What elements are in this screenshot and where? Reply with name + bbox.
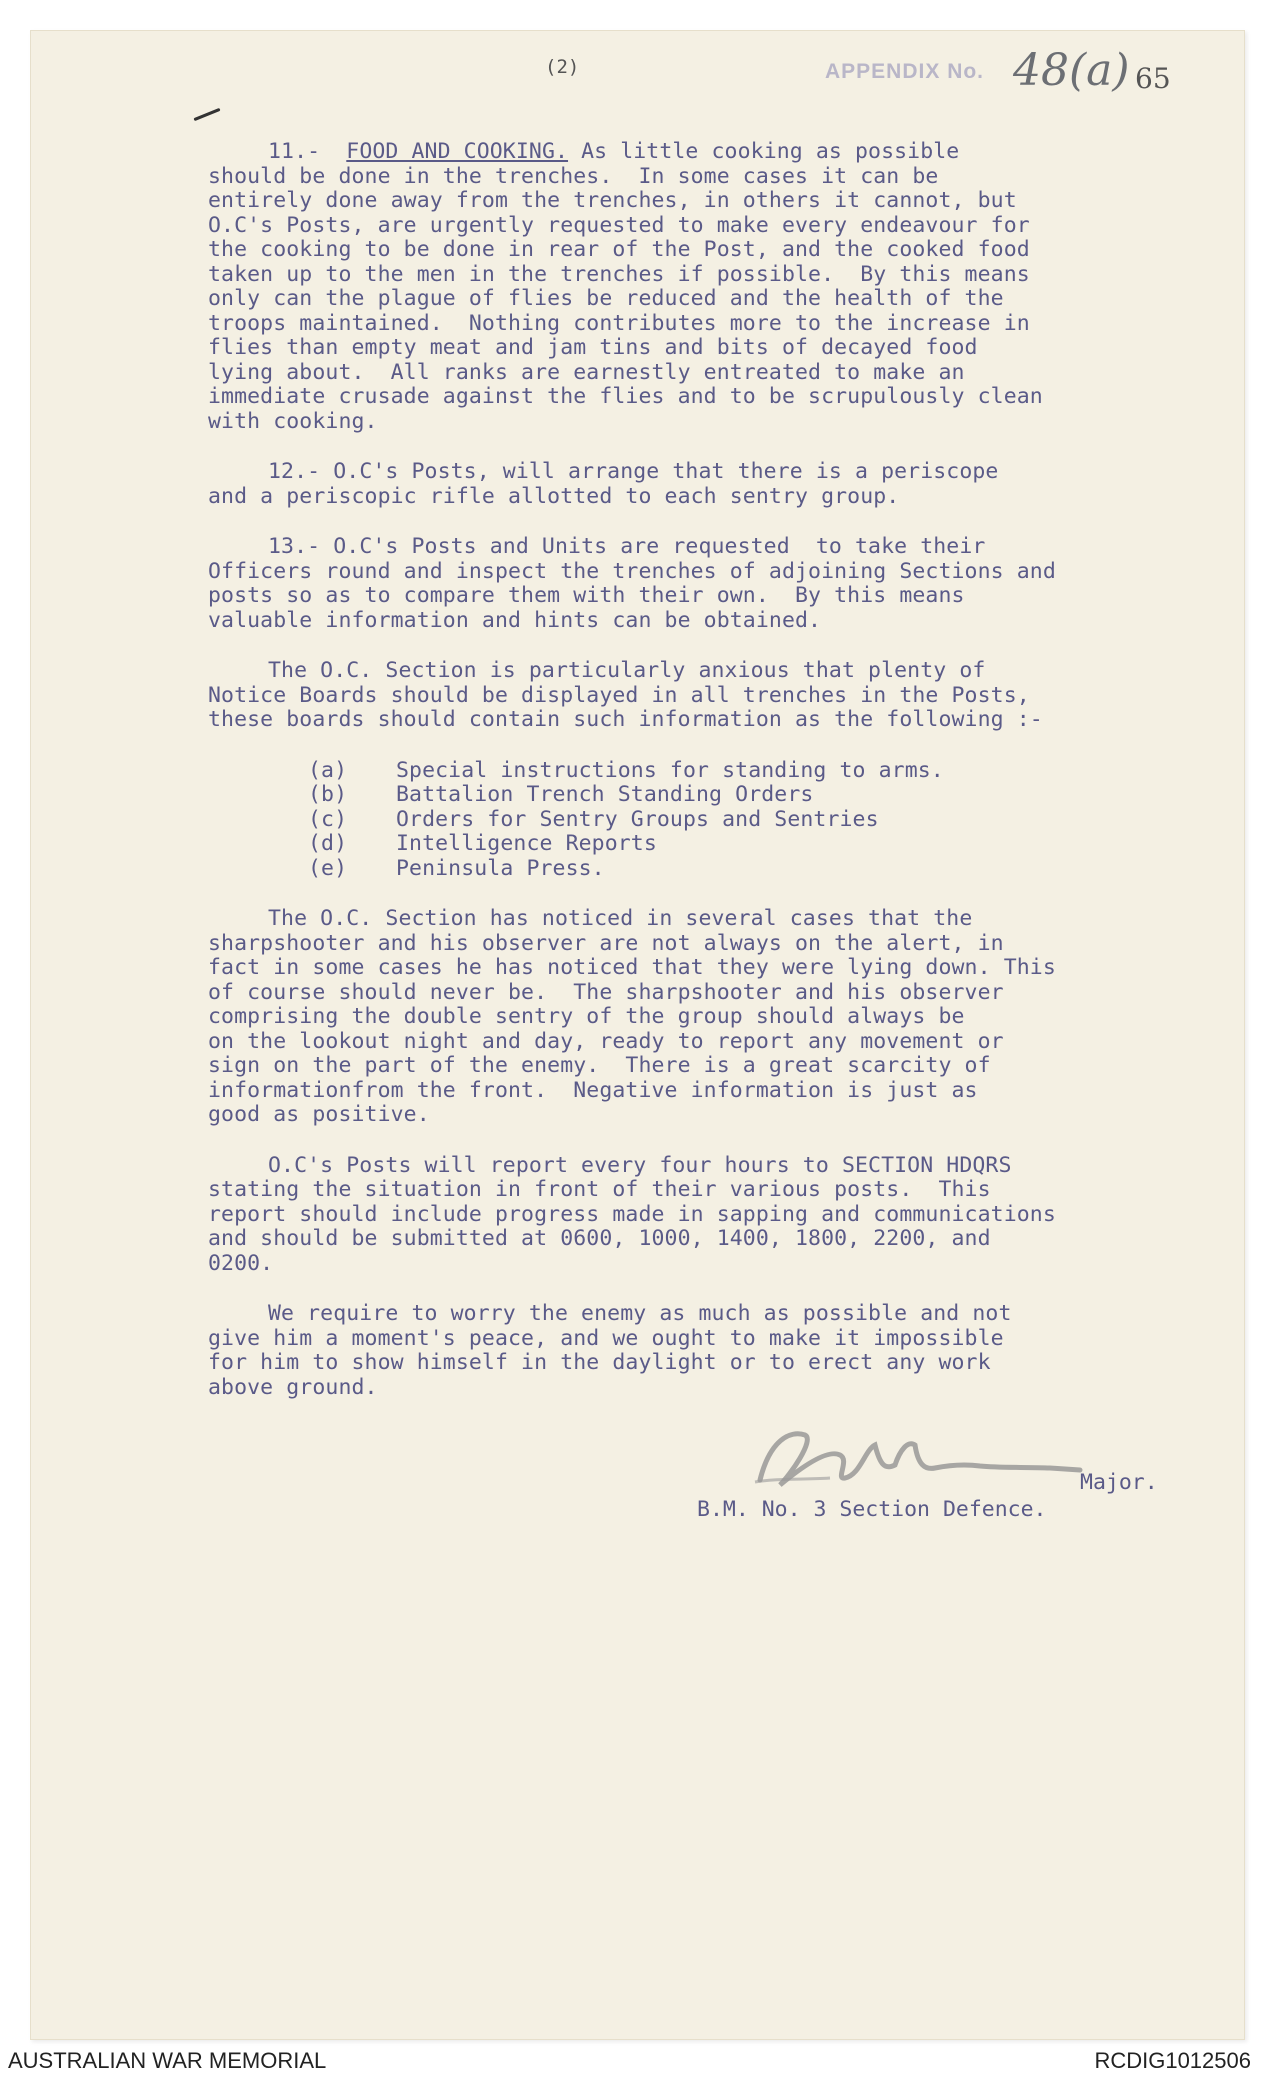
paragraph-line: should be done in the trenches. In some cases it can be — [208, 163, 939, 189]
folio-number: 65 — [1135, 62, 1171, 95]
paragraph-line: O.C's Posts, are urgently requested to make every endeavour for — [208, 212, 1030, 238]
list-text: Battalion Trench Standing Orders — [396, 782, 814, 807]
paragraph-11 — [208, 140, 1198, 434]
list-item — [308, 832, 1198, 857]
paragraph-line: of course should never be. The sharpshooter and his observer — [208, 979, 1004, 1005]
paragraph-line: with cooking. — [208, 408, 378, 434]
paragraph-line: Notice Boards should be displayed in all trenches in the Posts, — [208, 682, 1030, 708]
paragraph-line: good as positive. — [208, 1102, 430, 1127]
paragraph-line: 0200. — [208, 1250, 274, 1276]
paragraph-line: and a periscopic rifle allotted to each sentry group. — [208, 483, 900, 509]
paragraph-text: O.C's Posts, will arrange that there is a periscope — [320, 459, 999, 484]
list-text: Peninsula Press. — [396, 855, 605, 881]
list-text: Orders for Sentry Groups and Sentries — [396, 806, 879, 832]
paragraph-line: Officers round and inspect the trenches of adjoining Sections and — [208, 558, 1056, 584]
paragraph-heading: FOOD AND COOKING. — [346, 139, 569, 164]
footer-record-id: RCDIG1012506 — [1094, 2048, 1251, 2073]
paragraph-number: 13.- — [268, 534, 321, 559]
paragraph-line: taken up to the men in the trenches if possible. By this means — [208, 261, 1030, 287]
paragraph-report — [208, 1154, 1198, 1277]
paragraph-line: only can the plague of flies be reduced and the health of the — [208, 286, 1004, 311]
paragraph-number: 11.- — [268, 139, 321, 164]
paragraph-sharpshooter — [208, 907, 1198, 1128]
paragraph-line: sign on the part of the enemy. There is a great scarcity of — [208, 1053, 991, 1078]
paragraph-line: troops maintained. Nothing contributes more to the increase in — [208, 310, 1030, 336]
paragraph-number: 12.- — [268, 459, 321, 484]
paragraph-12 — [208, 460, 1198, 509]
paragraph-line: report should include progress made in sapping and communications — [208, 1201, 1056, 1227]
paragraph-line: posts so as to compare them with their own. By this means — [208, 583, 965, 608]
signature-title: B.M. No. 3 Section Defence. — [697, 1497, 1047, 1522]
page-number: (2) — [545, 56, 580, 78]
list-label: (d) — [308, 831, 348, 856]
paragraph-line: for him to show himself in the daylight or to erect any work — [208, 1350, 991, 1375]
list-text: Intelligence Reports — [396, 831, 657, 856]
paragraph-line: lying about. All ranks are earnestly entreated to make an — [208, 359, 965, 385]
paragraph-line: entirely done away from the trenches, in others it cannot, but — [208, 188, 1017, 213]
list-item — [308, 857, 1198, 882]
signature-rank: Major. — [1080, 1470, 1158, 1495]
paragraph-text: We require to worry the enemy as much as possible and not — [268, 1301, 1012, 1326]
paragraph-worry — [208, 1302, 1198, 1400]
paragraph-line: stating the situation in front of their various posts. This — [208, 1177, 991, 1202]
list-label: (e) — [308, 855, 348, 881]
handwritten-signature — [750, 1420, 1090, 1500]
list-item — [308, 808, 1198, 833]
paragraph-line: flies than empty meat and jam tins and bits of decayed food — [208, 335, 978, 360]
list-text: Special instructions for standing to arms. — [396, 757, 944, 783]
paragraph-line: valuable information and hints can be obtained. — [208, 607, 822, 633]
list-label: (a) — [308, 757, 348, 783]
paragraph-line: and should be submitted at 0600, 1000, 1400, 1800, 2200, and — [208, 1226, 991, 1251]
paragraph-line: these boards should contain such information as the following :- — [208, 707, 1043, 732]
paragraph-text: The O.C. Section has noticed in several cases that the — [268, 906, 973, 931]
notice-board-list — [308, 759, 1198, 882]
list-item — [308, 759, 1198, 784]
appendix-handwritten-number: 48(a) — [1013, 45, 1130, 96]
paragraph-line: fact in some cases he has noticed that they were lying down. This — [208, 955, 1056, 980]
appendix-stamp: APPENDIX No. — [825, 60, 985, 83]
paragraph-notice-boards — [208, 659, 1198, 733]
paragraph-line: above ground. — [208, 1374, 378, 1400]
paragraph-text: O.C's Posts will report every four hours to SECTION HDQRS — [268, 1152, 1012, 1178]
paragraph-line: sharpshooter and his observer are not always on the alert, in — [208, 930, 1004, 956]
list-item — [308, 783, 1198, 808]
paragraph-text: The O.C. Section is particularly anxious that plenty of — [268, 658, 986, 683]
paragraph-text: O.C's Posts and Units are requested to take their — [320, 534, 986, 559]
paragraph-line: immediate crusade against the flies and to be scrupulously clean — [208, 384, 1043, 409]
paragraph-line: comprising the double sentry of the group should always be — [208, 1004, 965, 1029]
paragraph-line: the cooking to be done in rear of the Post, and the cooked food — [208, 237, 1030, 262]
paragraph-13 — [208, 535, 1198, 633]
paragraph-line: give him a moment's peace, and we ought to make it impossible — [208, 1325, 1004, 1351]
paragraph-text: As little cooking as possible — [568, 139, 960, 164]
list-label: (b) — [308, 782, 348, 807]
footer-institution: AUSTRALIAN WAR MEMORIAL — [8, 2048, 327, 2073]
paragraph-line: informationfrom the front. Negative information is just as — [208, 1077, 978, 1103]
document-body — [208, 140, 1198, 1426]
list-label: (c) — [308, 806, 348, 832]
paragraph-line: on the lookout night and day, ready to report any movement or — [208, 1028, 1004, 1054]
